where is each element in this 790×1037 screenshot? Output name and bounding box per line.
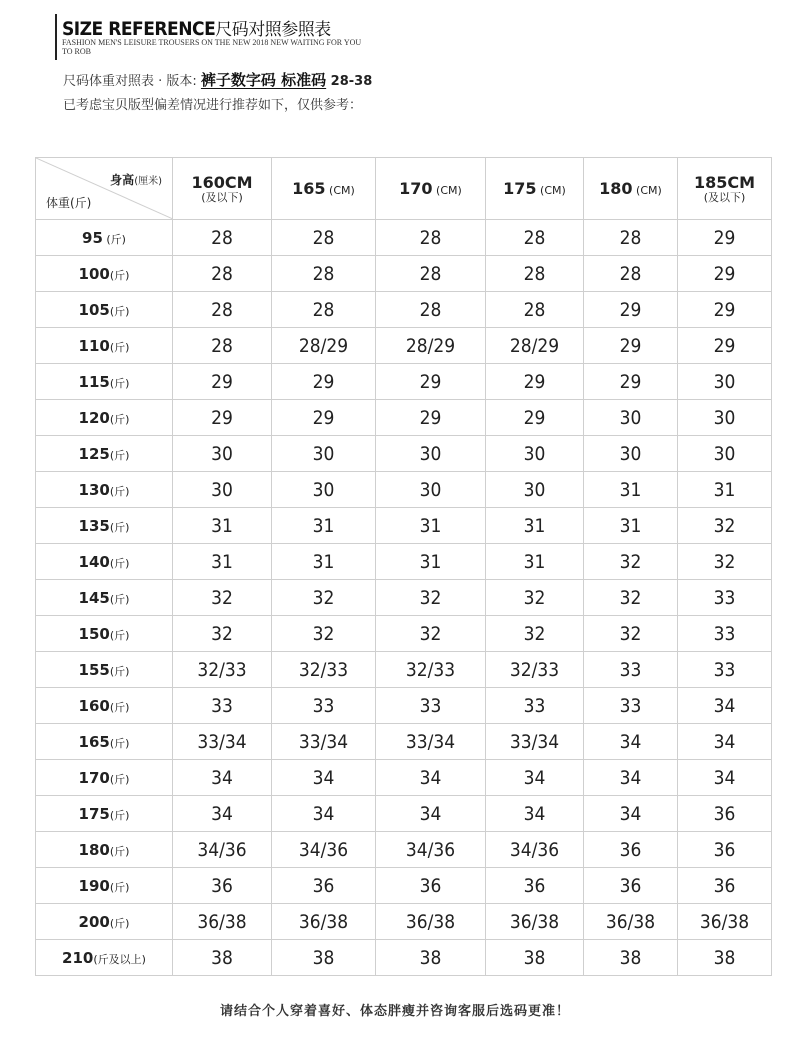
size-cell: 33: [376, 688, 486, 724]
page-title: [62, 15, 331, 40]
weight-cell: [36, 328, 173, 364]
corner-header: [36, 158, 173, 220]
size-cell: 34: [376, 760, 486, 796]
header-subtitle: FASHION MEN'S LEISURE TROUSERS ON THE NEW 2018 NEW WAITING FOR YOU TO ROB: [62, 38, 362, 56]
height-unit: (CM): [325, 184, 355, 197]
size-cell: 34: [584, 796, 678, 832]
table-row: [36, 292, 772, 328]
size-cell: 32: [486, 580, 584, 616]
weight-value: 180: [78, 840, 110, 859]
size-cell: 32: [376, 616, 486, 652]
size-cell: 30: [486, 472, 584, 508]
size-cell: 29: [678, 328, 772, 364]
weight-cell: [36, 580, 173, 616]
size-cell: 38: [272, 940, 376, 976]
table-row: [36, 580, 772, 616]
size-cell: 30: [272, 472, 376, 508]
size-cell: 29: [272, 364, 376, 400]
size-cell: 31: [272, 508, 376, 544]
size-cell: 33: [584, 652, 678, 688]
size-cell: 34: [272, 796, 376, 832]
size-cell: 34: [584, 760, 678, 796]
size-cell: 38: [173, 940, 272, 976]
weight-unit: (斤): [109, 808, 130, 822]
weight-unit: (斤): [109, 376, 130, 390]
size-cell: 34: [678, 724, 772, 760]
table-row: [36, 436, 772, 472]
weight-value: 150: [78, 624, 110, 643]
table-row: [36, 364, 772, 400]
intro-highlight: 裤子数字码 标准码: [200, 71, 327, 89]
size-cell: 28: [486, 292, 584, 328]
weight-unit: (斤): [109, 304, 130, 318]
weight-unit: (斤): [109, 520, 130, 534]
size-cell: 36/38: [486, 904, 584, 940]
weight-unit: (斤): [109, 772, 130, 786]
size-cell: 28: [173, 220, 272, 256]
height-column-header: [173, 158, 272, 220]
size-cell: 31: [173, 508, 272, 544]
size-cell: 28: [173, 292, 272, 328]
size-cell: 34/36: [486, 832, 584, 868]
size-cell: 33: [584, 688, 678, 724]
size-cell: 36/38: [584, 904, 678, 940]
size-cell: 28/29: [272, 328, 376, 364]
weight-cell: [36, 436, 173, 472]
weight-value: 155: [78, 660, 110, 679]
size-cell: 38: [584, 940, 678, 976]
intro-version-line: [63, 69, 372, 90]
weight-value: 105: [78, 300, 110, 319]
size-cell: 30: [678, 400, 772, 436]
size-cell: 29: [678, 256, 772, 292]
table-row: [36, 328, 772, 364]
size-cell: 31: [678, 472, 772, 508]
size-cell: 34: [678, 760, 772, 796]
table-row: [36, 724, 772, 760]
size-cell: 30: [272, 436, 376, 472]
size-cell: 30: [584, 436, 678, 472]
size-cell: 34: [486, 796, 584, 832]
height-value: 185CM: [693, 173, 756, 192]
size-cell: 30: [584, 400, 678, 436]
size-cell: 34/36: [173, 832, 272, 868]
size-cell: 36: [584, 832, 678, 868]
height-unit: (CM): [632, 184, 662, 197]
weight-unit: (斤): [102, 232, 126, 246]
weight-value: 100: [78, 264, 110, 283]
weight-value: 175: [78, 804, 110, 823]
size-cell: 32: [584, 544, 678, 580]
weight-value: 170: [78, 768, 110, 787]
size-cell: 34/36: [376, 832, 486, 868]
size-cell: 32/33: [376, 652, 486, 688]
height-value: 180: [599, 179, 633, 198]
size-cell: 29: [584, 364, 678, 400]
weight-unit: (斤): [109, 628, 130, 642]
size-cell: 36: [486, 868, 584, 904]
weight-value: 160: [78, 696, 110, 715]
size-cell: 34: [173, 760, 272, 796]
weight-cell: [36, 832, 173, 868]
weight-unit: (斤): [109, 664, 130, 678]
weight-unit: (斤): [109, 844, 130, 858]
title-cn: 尺码对照参照表: [215, 20, 331, 40]
weight-cell: [36, 796, 173, 832]
size-cell: 28: [486, 256, 584, 292]
size-cell: 36/38: [272, 904, 376, 940]
size-cell: 38: [486, 940, 584, 976]
size-cell: 36: [173, 868, 272, 904]
weight-value: 200: [78, 912, 110, 931]
size-cell: 29: [678, 292, 772, 328]
size-cell: 32: [272, 616, 376, 652]
size-cell: 33/34: [376, 724, 486, 760]
header-accent-bar: [55, 14, 57, 60]
footer-note: 请结合个人穿着喜好、体态胖瘦并咨询客服后选码更准！: [219, 1004, 570, 1019]
weight-cell: [36, 616, 173, 652]
size-cell: 28: [272, 292, 376, 328]
size-cell: 31: [486, 508, 584, 544]
size-cell: 32: [272, 580, 376, 616]
weight-unit: (斤): [109, 484, 130, 498]
size-cell: 30: [173, 436, 272, 472]
height-value: 170: [399, 179, 433, 198]
size-cell: 29: [173, 400, 272, 436]
size-cell: 31: [376, 508, 486, 544]
size-cell: 31: [272, 544, 376, 580]
weight-value: 110: [78, 336, 110, 355]
weight-unit: (斤): [109, 700, 130, 714]
weight-cell: [36, 256, 173, 292]
size-cell: 32: [584, 580, 678, 616]
weight-unit: (斤): [109, 736, 130, 750]
size-table: [35, 157, 772, 976]
table-row: [36, 400, 772, 436]
weight-unit: (斤): [109, 412, 130, 426]
size-cell: 28: [376, 220, 486, 256]
weight-unit: (斤): [109, 592, 130, 606]
size-cell: 38: [678, 940, 772, 976]
size-cell: 30: [376, 436, 486, 472]
weight-value: 165: [78, 732, 110, 751]
height-value: 175: [503, 179, 537, 198]
weight-cell: [36, 760, 173, 796]
weight-unit: (斤): [109, 448, 130, 462]
size-cell: 32: [376, 580, 486, 616]
size-table-body: [36, 220, 772, 976]
size-cell: 34: [678, 688, 772, 724]
size-cell: 36/38: [173, 904, 272, 940]
weight-cell: [36, 292, 173, 328]
weight-value: 190: [78, 876, 110, 895]
table-row: [36, 508, 772, 544]
size-cell: 38: [376, 940, 486, 976]
size-cell: 33: [678, 580, 772, 616]
table-row: [36, 832, 772, 868]
weight-cell: [36, 544, 173, 580]
size-cell: 28: [173, 256, 272, 292]
size-cell: 33: [678, 652, 772, 688]
size-cell: 29: [272, 400, 376, 436]
weight-unit: (斤及以上): [93, 952, 146, 966]
weight-value: 120: [78, 408, 110, 427]
weight-unit: (斤): [109, 268, 130, 282]
size-cell: 29: [678, 220, 772, 256]
height-qualifier: (及以下): [703, 191, 746, 204]
size-cell: 28: [584, 220, 678, 256]
size-cell: 28/29: [376, 328, 486, 364]
size-cell: 32: [486, 616, 584, 652]
size-cell: 32/33: [173, 652, 272, 688]
size-cell: 34: [486, 760, 584, 796]
table-row: [36, 544, 772, 580]
weight-unit: (斤): [109, 340, 130, 354]
weight-value: 140: [78, 552, 110, 571]
weight-cell: [36, 940, 173, 976]
size-cell: 28: [173, 328, 272, 364]
height-column-header: [584, 158, 678, 220]
table-row: [36, 940, 772, 976]
size-cell: 29: [584, 328, 678, 364]
size-cell: 31: [376, 544, 486, 580]
size-cell: 30: [678, 364, 772, 400]
size-cell: 34/36: [272, 832, 376, 868]
size-cell: 28: [584, 256, 678, 292]
weight-value: 95: [82, 228, 103, 247]
size-cell: 36: [678, 796, 772, 832]
size-cell: 32: [584, 616, 678, 652]
weight-cell: [36, 904, 173, 940]
weight-cell: [36, 472, 173, 508]
table-row: [36, 688, 772, 724]
height-unit: (CM): [536, 184, 566, 197]
size-cell: 32/33: [272, 652, 376, 688]
size-cell: 36: [376, 868, 486, 904]
size-cell: 36: [678, 868, 772, 904]
height-value: 160CM: [191, 173, 253, 192]
size-cell: 28: [376, 292, 486, 328]
corner-weight-label: 体重(斤): [46, 196, 92, 210]
size-cell: 36: [272, 868, 376, 904]
size-cell: 28: [272, 220, 376, 256]
size-cell: 32/33: [486, 652, 584, 688]
weight-cell: [36, 868, 173, 904]
size-cell: 28: [272, 256, 376, 292]
size-cell: 29: [173, 364, 272, 400]
table-row: [36, 868, 772, 904]
size-cell: 32: [173, 616, 272, 652]
size-cell: 29: [376, 364, 486, 400]
size-cell: 29: [376, 400, 486, 436]
height-unit: (CM): [432, 184, 462, 197]
size-cell: 34: [173, 796, 272, 832]
weight-value: 130: [78, 480, 110, 499]
height-column-header: [376, 158, 486, 220]
height-column-header: [272, 158, 376, 220]
table-row: [36, 616, 772, 652]
weight-value: 115: [78, 372, 110, 391]
weight-cell: [36, 688, 173, 724]
weight-value: 145: [78, 588, 110, 607]
weight-cell: [36, 364, 173, 400]
weight-value: 135: [78, 516, 110, 535]
size-cell: 32: [678, 544, 772, 580]
height-value: 165: [292, 179, 326, 198]
weight-unit: (斤): [109, 556, 130, 570]
title-en: SIZE REFERENCE: [62, 18, 216, 40]
size-cell: 31: [486, 544, 584, 580]
size-cell: 34: [272, 760, 376, 796]
size-cell: 30: [173, 472, 272, 508]
weight-unit: (斤): [109, 880, 130, 894]
weight-cell: [36, 220, 173, 256]
weight-value: 210: [62, 948, 94, 967]
table-row: [36, 796, 772, 832]
size-cell: 36: [584, 868, 678, 904]
size-cell: 34: [376, 796, 486, 832]
table-row: [36, 760, 772, 796]
size-cell: 28: [376, 256, 486, 292]
size-cell: 33: [272, 688, 376, 724]
size-cell: 31: [584, 508, 678, 544]
weight-unit: (斤): [109, 916, 130, 930]
size-cell: 32: [678, 508, 772, 544]
size-cell: 36/38: [376, 904, 486, 940]
size-cell: 33: [486, 688, 584, 724]
header-row: [36, 158, 772, 220]
size-cell: 30: [678, 436, 772, 472]
size-cell: 28/29: [486, 328, 584, 364]
weight-cell: [36, 400, 173, 436]
size-cell: 31: [584, 472, 678, 508]
size-cell: 29: [584, 292, 678, 328]
size-cell: 36/38: [678, 904, 772, 940]
height-qualifier: (及以下): [201, 191, 243, 204]
table-row: [36, 652, 772, 688]
height-column-header: [678, 158, 772, 220]
size-cell: 33/34: [272, 724, 376, 760]
height-column-header: [486, 158, 584, 220]
size-cell: 29: [486, 364, 584, 400]
size-cell: 33: [678, 616, 772, 652]
weight-value: 125: [78, 444, 110, 463]
size-cell: 34: [584, 724, 678, 760]
intro-note: 已考虑宝贝版型偏差情况进行推荐如下，仅供参考：: [63, 98, 363, 113]
intro-range: 28-38: [326, 74, 373, 89]
size-cell: 36: [678, 832, 772, 868]
weight-cell: [36, 724, 173, 760]
size-cell: 30: [376, 472, 486, 508]
table-row: [36, 220, 772, 256]
intro-prefix: 尺码体重对照表 · 版本:: [63, 74, 197, 89]
size-cell: 33: [173, 688, 272, 724]
size-cell: 31: [173, 544, 272, 580]
size-cell: 30: [486, 436, 584, 472]
table-row: [36, 472, 772, 508]
weight-cell: [36, 652, 173, 688]
table-row: [36, 904, 772, 940]
size-cell: 33/34: [173, 724, 272, 760]
corner-height-label: 身高(厘米): [110, 173, 162, 187]
table-row: [36, 256, 772, 292]
size-cell: 29: [486, 400, 584, 436]
size-cell: 33/34: [486, 724, 584, 760]
size-cell: 32: [173, 580, 272, 616]
weight-cell: [36, 508, 173, 544]
size-cell: 28: [486, 220, 584, 256]
